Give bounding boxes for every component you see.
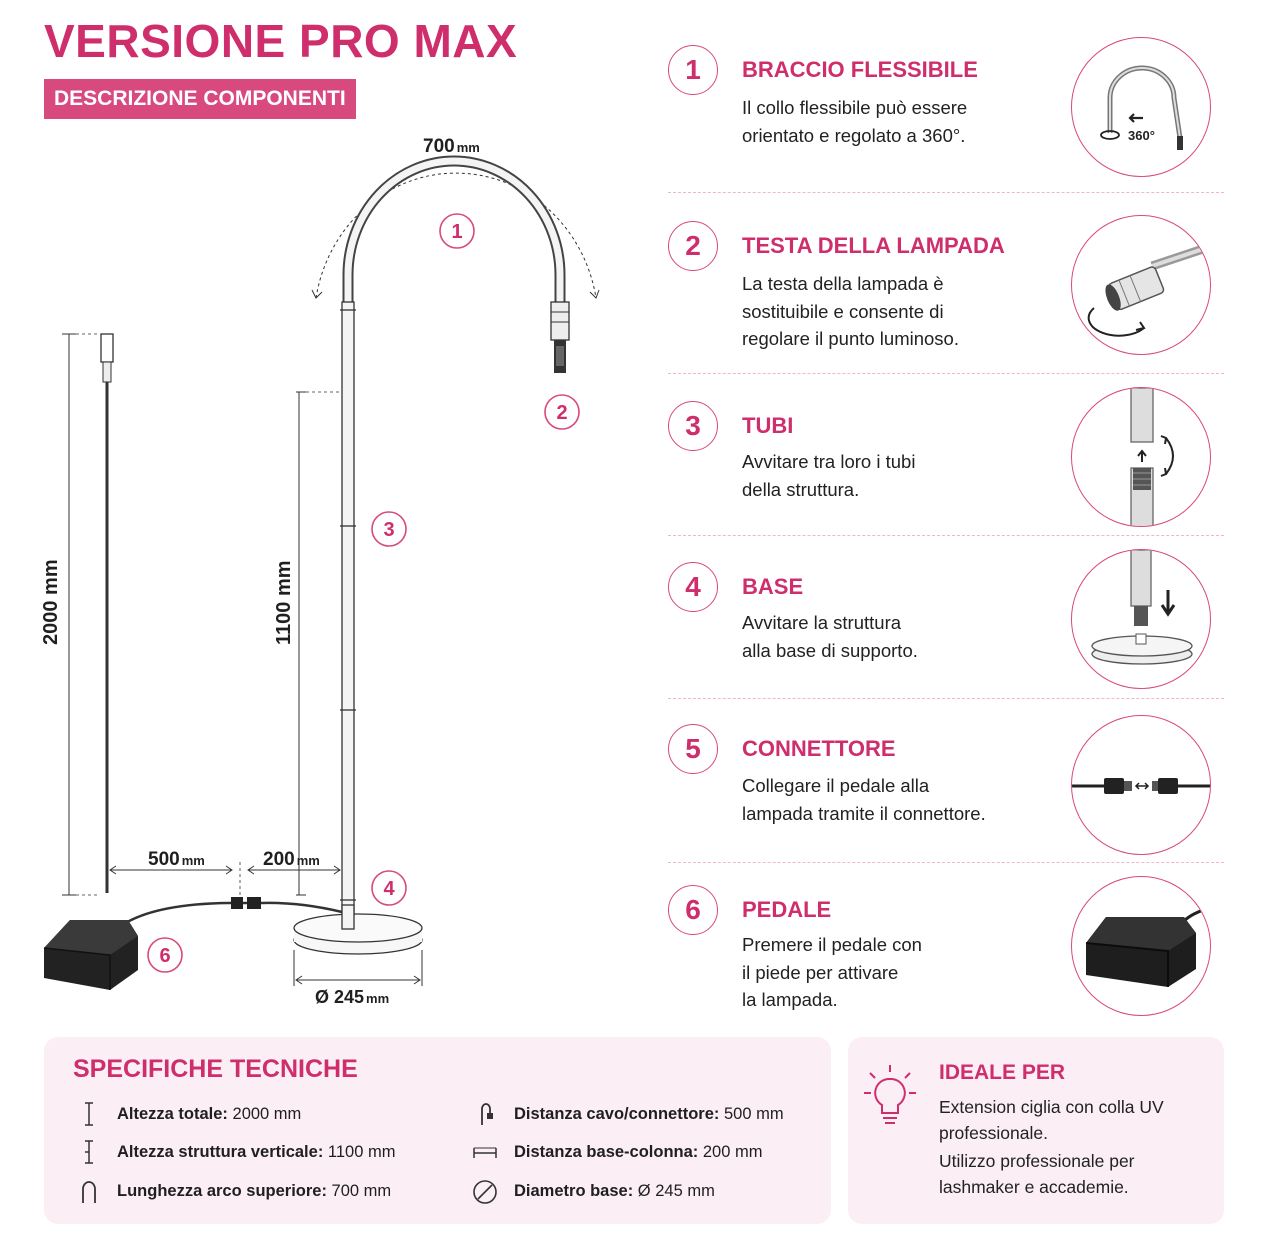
arc-width-label: 700 mm	[423, 136, 480, 157]
lamp-head-icon	[1071, 215, 1211, 355]
component-title: TESTA DELLA LAMPADA	[742, 233, 1005, 258]
callout-4	[372, 871, 406, 905]
component-number: 5	[668, 724, 718, 774]
ideal-panel	[848, 1037, 1224, 1224]
component-title: PEDALE	[742, 897, 832, 922]
component-description: Il collo flessibile può essere orientato e regolato a 360°.	[742, 97, 968, 146]
base-disc	[294, 914, 422, 942]
spec-arc-length: Lunghezza arco superiore: 700 mm	[117, 1182, 392, 1200]
component-description: Premere il pedale con il piede per attivare la lampada.	[742, 934, 922, 1010]
page-title: VERSIONE PRO MAX	[44, 15, 518, 67]
spec-cable-distance: Distanza cavo/connettore: 500 mm	[514, 1105, 784, 1123]
360-badge: 360°	[1128, 128, 1155, 143]
component-description: Collegare il pedale alla lampada tramite il connettore.	[742, 775, 986, 824]
diameter-icon	[472, 1179, 498, 1205]
height-icon	[76, 1101, 102, 1127]
total-height-label: 2000 mm	[40, 559, 62, 645]
component-title: BRACCIO FLESSIBILE	[742, 57, 978, 82]
spec-total-height: Altezza totale: 2000 mm	[117, 1105, 302, 1123]
cable-connector	[231, 897, 243, 909]
svg-text:1: 1	[451, 221, 463, 243]
component-number: 2	[668, 221, 718, 271]
pedal-icon	[1071, 876, 1211, 1016]
vertical-height-label: 1100 mm	[273, 560, 295, 645]
component-title: BASE	[742, 574, 804, 599]
divider	[668, 192, 1224, 193]
divider	[668, 535, 1224, 536]
base-diameter-label: Ø 245 mm	[315, 987, 390, 1007]
component-number: 4	[668, 562, 718, 612]
divider	[668, 862, 1224, 863]
flexible-arm-icon	[1071, 37, 1211, 177]
callout-6	[148, 938, 182, 972]
svg-text:3: 3	[383, 519, 395, 541]
component-description: Avvitare la struttura alla base di supporto.	[742, 612, 918, 661]
base-distance-label: 200 mm	[263, 849, 320, 870]
svg-text:6: 6	[159, 945, 171, 967]
lamp-head	[551, 302, 569, 340]
connector-icon	[1071, 715, 1211, 855]
divider	[668, 373, 1224, 374]
component-description: La testa della lampada è sostituibile e consente di regolare il punto luminoso.	[742, 273, 959, 349]
subtitle-badge: DESCRIZIONE COMPONENTI	[44, 79, 356, 119]
component-description: Avvitare tra loro i tubi della struttura.	[742, 451, 916, 500]
svg-text:4: 4	[383, 878, 395, 900]
usb-plug	[101, 334, 113, 362]
callout-2	[545, 395, 579, 429]
lamp-diagram	[0, 120, 660, 1020]
cable-icon	[472, 1101, 498, 1127]
specs-title: SPECIFICHE TECNICHE	[73, 1055, 358, 1083]
spec-base-diameter: Diametro base: Ø 245 mm	[514, 1182, 715, 1200]
vertical-pole	[342, 302, 354, 930]
spec-vertical-height: Altezza struttura verticale: 1100 mm	[117, 1143, 396, 1161]
callout-3	[372, 512, 406, 546]
vertical-height-icon	[76, 1139, 102, 1165]
component-number: 6	[668, 885, 718, 935]
callout-1	[440, 214, 474, 248]
component-title: CONNETTORE	[742, 736, 896, 761]
ideal-line: Utilizzo professionale per lashmaker e accademie.	[939, 1151, 1135, 1197]
tubes-icon	[1071, 387, 1211, 527]
component-number: 1	[668, 45, 718, 95]
base-icon	[1071, 549, 1211, 689]
divider	[668, 698, 1224, 699]
component-number: 3	[668, 401, 718, 451]
component-title: TUBI	[742, 413, 794, 438]
arc-icon	[76, 1179, 102, 1205]
cable-distance-label: 500 mm	[148, 849, 205, 870]
spec-base-distance: Distanza base-colonna: 200 mm	[514, 1143, 763, 1161]
specs-panel	[44, 1037, 831, 1224]
svg-text:2: 2	[556, 402, 568, 424]
lightbulb-icon	[862, 1063, 918, 1133]
distance-icon	[472, 1140, 498, 1166]
ideal-line: Extension ciglia con colla UV professionale.	[939, 1097, 1164, 1143]
ideal-title: IDEALE PER	[939, 1061, 1066, 1084]
